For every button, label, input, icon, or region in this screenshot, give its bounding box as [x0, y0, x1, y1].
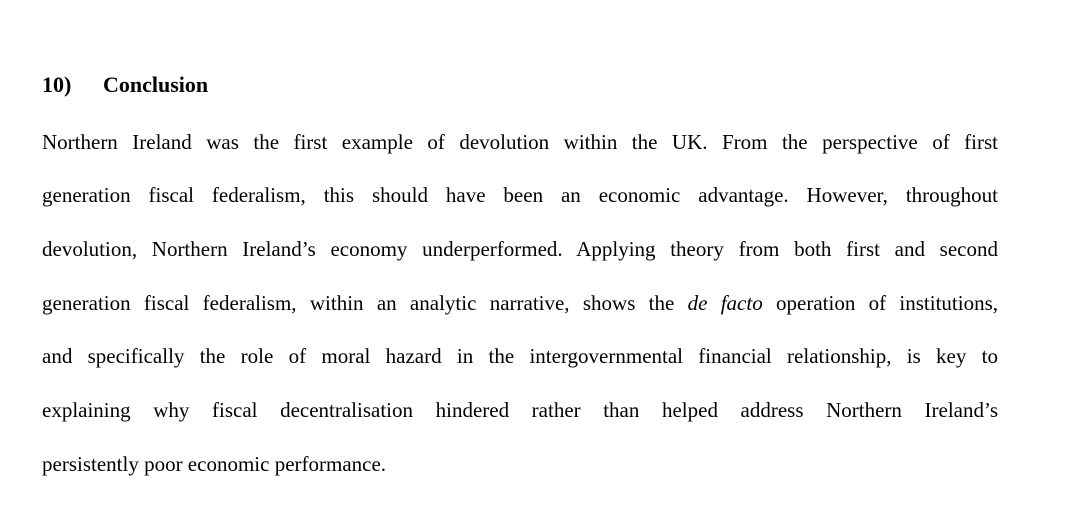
paragraph-line-2: generation fiscal federalism, this should have been an economic advantage. However, throughout — [42, 183, 998, 207]
paragraph-line-5: and specifically the role of moral hazard in the intergovernmental financial relationship, is key to — [42, 344, 998, 368]
section-title: Conclusion — [103, 72, 209, 97]
paragraph-line-3: devolution, Northern Ireland’s economy underperformed. Applying theory from both first and second — [42, 237, 998, 261]
italic-term: de facto — [687, 291, 763, 315]
paragraph-line-4 — [42, 288, 998, 318]
line-4-text-before: generation fiscal federalism, within an analytic narrative, shows the — [42, 291, 688, 315]
paragraph-line-6: explaining why fiscal decentralisation hindered rather than helped address Northern Ireland’s — [42, 398, 998, 422]
section-number: 10) — [42, 72, 72, 97]
paragraph-line-1: Northern Ireland was the first example of devolution within the UK. From the perspective of first — [42, 130, 998, 154]
paragraph-line-7: persistently poor economic performance. — [42, 452, 387, 476]
line-4-text-after: operation of institutions, — [762, 291, 998, 315]
section-heading — [42, 70, 208, 100]
